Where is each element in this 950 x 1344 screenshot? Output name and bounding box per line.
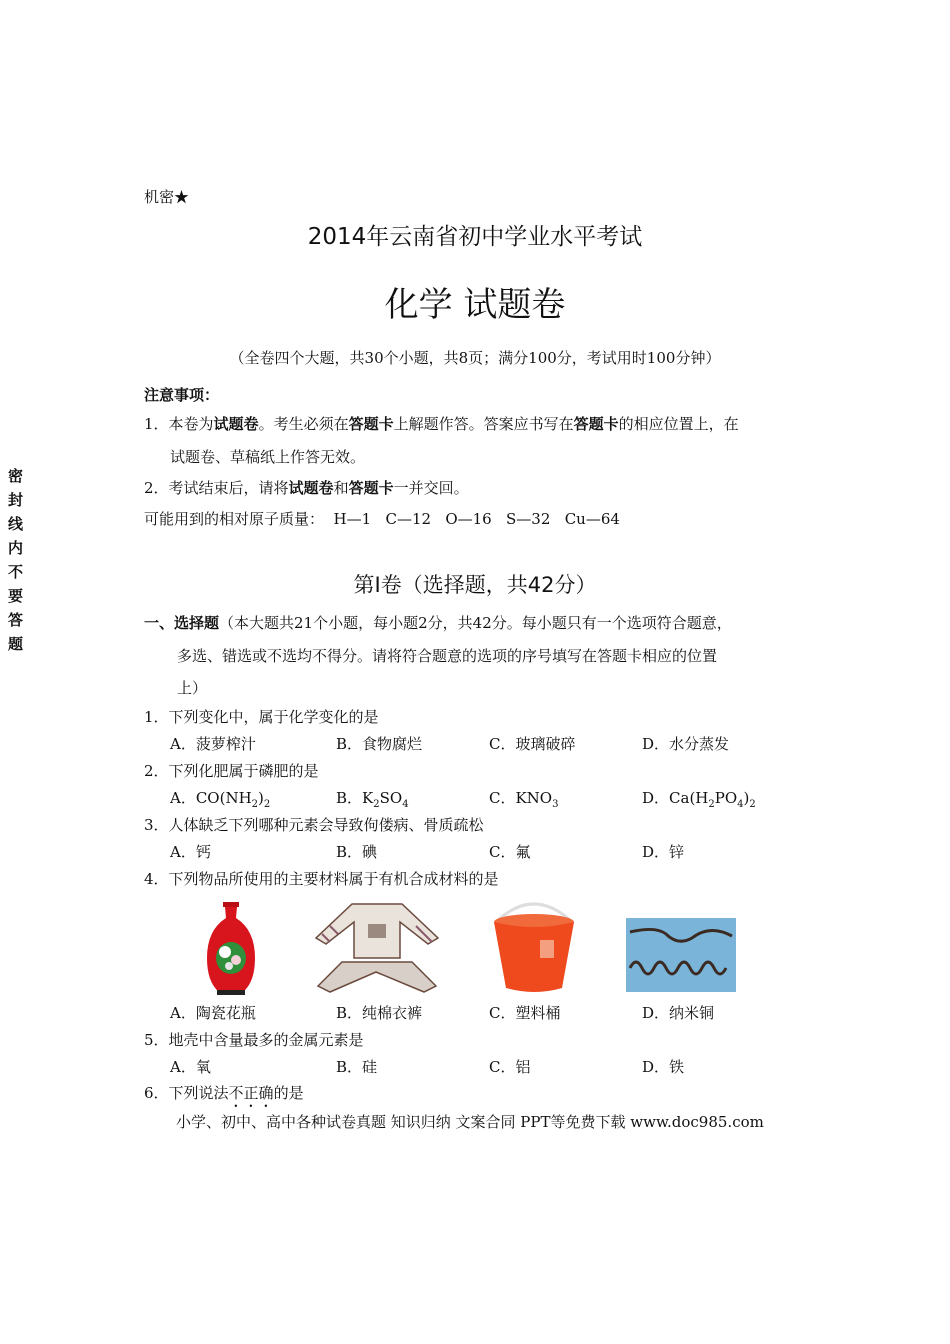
nano-copper-image <box>626 918 736 992</box>
section-text: （本大题共21个小题，每小题2分，共42分。每小题只有一个选项符合题意， <box>219 614 732 632</box>
exam-scope: （全卷四个大题，共30个小题，共8页；满分100分，考试用时100分钟） <box>229 349 721 367</box>
q3-option-a: A．钙 <box>170 843 211 861</box>
note-emph: 试题卷 <box>213 415 259 433</box>
q5-option-c: C．铝 <box>489 1058 531 1076</box>
q5-option-a: A．氧 <box>170 1058 211 1076</box>
section-label: 一、选择题 <box>144 614 220 632</box>
q3-option-b: B．碘 <box>336 843 378 861</box>
note-text: 一并交回。 <box>393 479 469 497</box>
q4-option-a: A．陶瓷花瓶 <box>170 1004 256 1022</box>
part1-title: 第Ⅰ卷（选择题，共42分） <box>353 573 597 597</box>
note-text: 2．考试结束后，请将 <box>144 479 289 497</box>
note-text: 。考生必须在 <box>258 415 349 433</box>
q1-option-a: A．菠萝榨汁 <box>170 735 256 753</box>
exam-title: 2014年云南省初中学业水平考试 <box>307 224 643 250</box>
note-emph: 试题卷 <box>288 479 334 497</box>
note-text: 1．本卷为 <box>144 415 214 433</box>
note-text: 上解题作答。答案应书写在 <box>393 415 574 433</box>
q1-option-b: B．食物腐烂 <box>336 735 423 753</box>
q2-option-b: B．$K_2SO_4$ <box>336 789 409 810</box>
question-2-stem: 2．下列化肥属于磷肥的是 <box>144 762 319 780</box>
note-item-2 <box>144 477 469 498</box>
note-item-1-line2: 试题卷、草稿纸上作答无效。 <box>170 448 366 466</box>
q2-option-a: A．$CO(NH_2)_2$ <box>170 789 271 810</box>
note-emph: 答题卡 <box>573 415 619 433</box>
note-emph: 答题卡 <box>348 479 394 497</box>
cotton-pajamas-image <box>312 900 442 996</box>
section-text-line2: 多选、错选或不选均不得分。请将符合题意的选项的序号填写在答题卡相应的位置 <box>177 647 718 665</box>
question-1-stem: 1．下列变化中，属于化学变化的是 <box>144 708 379 726</box>
emphasis-text: 不正确 <box>228 1084 274 1102</box>
footer-ad: 小学、初中、高中各种试卷真题 知识归纳 文案合同 PPT等免费下载 www.doc985.com <box>176 1113 764 1131</box>
question-5-stem: 5．地壳中含量最多的金属元素是 <box>144 1031 364 1049</box>
section-text-line3: 上） <box>177 679 208 697</box>
q3-option-d: D．锌 <box>642 843 685 861</box>
secret-mark: 机密★ <box>144 188 190 206</box>
note-text: 的相应位置上，在 <box>618 415 739 433</box>
q1-option-d: D．水分蒸发 <box>642 735 730 753</box>
q1-option-c: C．玻璃破碎 <box>489 735 576 753</box>
q4-option-b: B．纯棉衣裤 <box>336 1004 423 1022</box>
q2-option-d: D．$Ca(H_2PO_4)_2$ <box>642 789 756 810</box>
question-6-stem: 6．下列说法不正确的是 <box>144 1084 304 1102</box>
q4-option-c: C．塑料桶 <box>489 1004 561 1022</box>
plastic-bucket-image <box>488 900 580 996</box>
q3-option-c: C．氟 <box>489 843 531 861</box>
atomic-masses: 可能用到的相对原子质量： H—1 C—12 O—16 S—32 Cu—64 <box>144 510 620 528</box>
q5-option-d: D．铁 <box>642 1058 685 1076</box>
notes-heading: 注意事项： <box>144 386 220 404</box>
q5-option-b: B．硅 <box>336 1058 378 1076</box>
note-text: 和 <box>333 479 349 497</box>
note-item-1 <box>144 413 739 434</box>
question-4-stem: 4．下列物品所使用的主要材料属于有机合成材料的是 <box>144 870 499 888</box>
paper-title: 化学 试题卷 <box>384 285 566 325</box>
red-vase-image <box>203 900 259 996</box>
q2-option-c: C．$KNO_3$ <box>489 789 559 810</box>
section-intro <box>144 612 732 633</box>
note-emph: 答题卡 <box>348 415 394 433</box>
q4-option-d: D．纳米铜 <box>642 1004 715 1022</box>
question-3-stem: 3．人体缺乏下列哪种元素会导致佝偻病、骨质疏松 <box>144 816 484 834</box>
seal-line-text: 密封线内不要答题 <box>6 468 24 660</box>
